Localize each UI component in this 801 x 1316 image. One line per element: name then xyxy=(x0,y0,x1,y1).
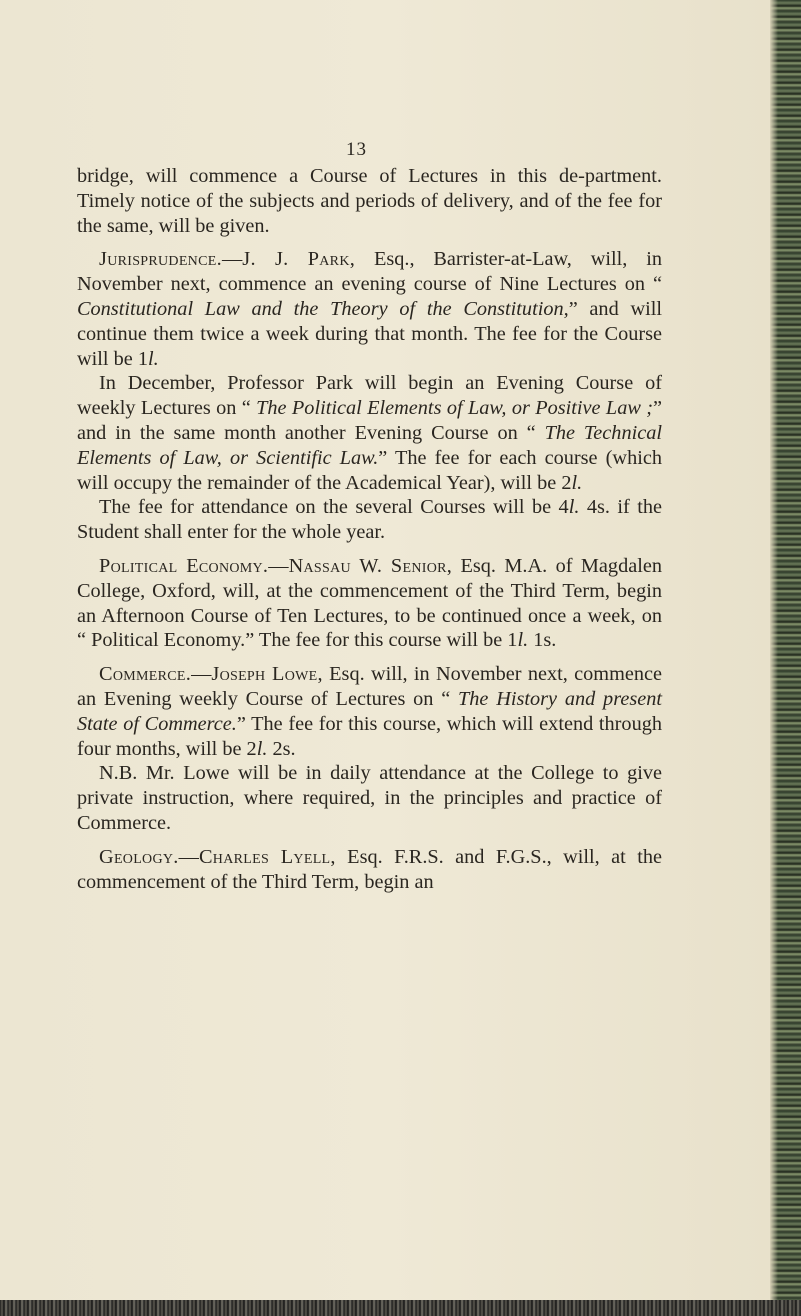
section-heading-jurisprudence: Jurisprudence. xyxy=(99,248,222,271)
page-number: 13 xyxy=(346,139,367,160)
lecturer-name: Charles Lyell, xyxy=(198,845,336,868)
lecturer-name: J. J. Park, xyxy=(242,248,356,271)
course-title: Constitutional Law and the Theory of the Constitution, xyxy=(77,297,569,320)
body-text xyxy=(77,164,662,894)
paragraph-nb: N.B. Mr. Lowe will be in daily attendance at the College to give private instruction, where required, in the principles and practice of Commerce. xyxy=(77,762,662,834)
paragraph-political-economy: Political Economy.—Nassau W. Senior, Esq. M.A. of Magdalen College, Oxford, will, at the commencement of the Third Term, begin an Afternoon Course of Ten Lectures, to be continued once a week, on “ Political Economy.” The fee for this course will be 1l. 1s. xyxy=(77,554,662,652)
paragraph-commerce: Commerce.—Joseph Lowe, Esq. will, in November next, commence an Evening weekly Course of Lectures on “ The History and present State of Commerce.” The fee for this course, which will extend through four months, will be 2l. 2s. xyxy=(77,663,663,760)
paragraph-geology: Geology.—Charles Lyell, Esq. F.R.S. and F.G.S., will, at the commencement of the Third Term, begin an xyxy=(77,845,662,893)
section-heading-geology: Geology. xyxy=(99,845,179,868)
course-title: The History and present State of Commerce. xyxy=(77,687,663,735)
course-title: The Political Elements of Law, or Positive Law ; xyxy=(256,397,653,420)
section-heading-commerce: Commerce. xyxy=(99,663,192,686)
book-spine-edge xyxy=(770,0,801,1316)
paragraph-intro: bridge, will commence a Course of Lectures in this de-partment. Timely notice of the subjects and periods of delivery, and of the fee for the same, will be given. xyxy=(77,165,662,237)
page-bottom-edge xyxy=(0,1300,801,1316)
paragraph-jurisprudence: Jurisprudence.—J. J. Park, Esq., Barrister-at-Law, will, in November next, commence an evening course of Nine Lectures on “ Constitutional Law and the Theory of the Constitution,” and will continue them twice a week during that month. The fee for the Course will be 1l. xyxy=(77,248,662,370)
paragraph-fees: The fee for attendance on the several Courses will be 4l. 4s. if the Student shall enter for the whole year. xyxy=(77,496,662,544)
section-heading-political-economy: Political Economy. xyxy=(99,554,269,577)
lecturer-name: Nassau W. Senior, xyxy=(288,554,453,577)
paragraph-december: In December, Professor Park will begin an Evening Course of weekly Lectures on “ The Political Elements of Law, or Positive Law ;” and in the same month another Evening Course on “ The Technical Elements of Law, or Scientific Law.” The fee for each course (which will occupy the remainder of the Academical Year), will be 2l. xyxy=(77,372,663,494)
course-title: The Technical Elements of Law, or Scientific Law. xyxy=(77,421,663,469)
lecturer-name: Joseph Lowe, xyxy=(211,663,323,686)
